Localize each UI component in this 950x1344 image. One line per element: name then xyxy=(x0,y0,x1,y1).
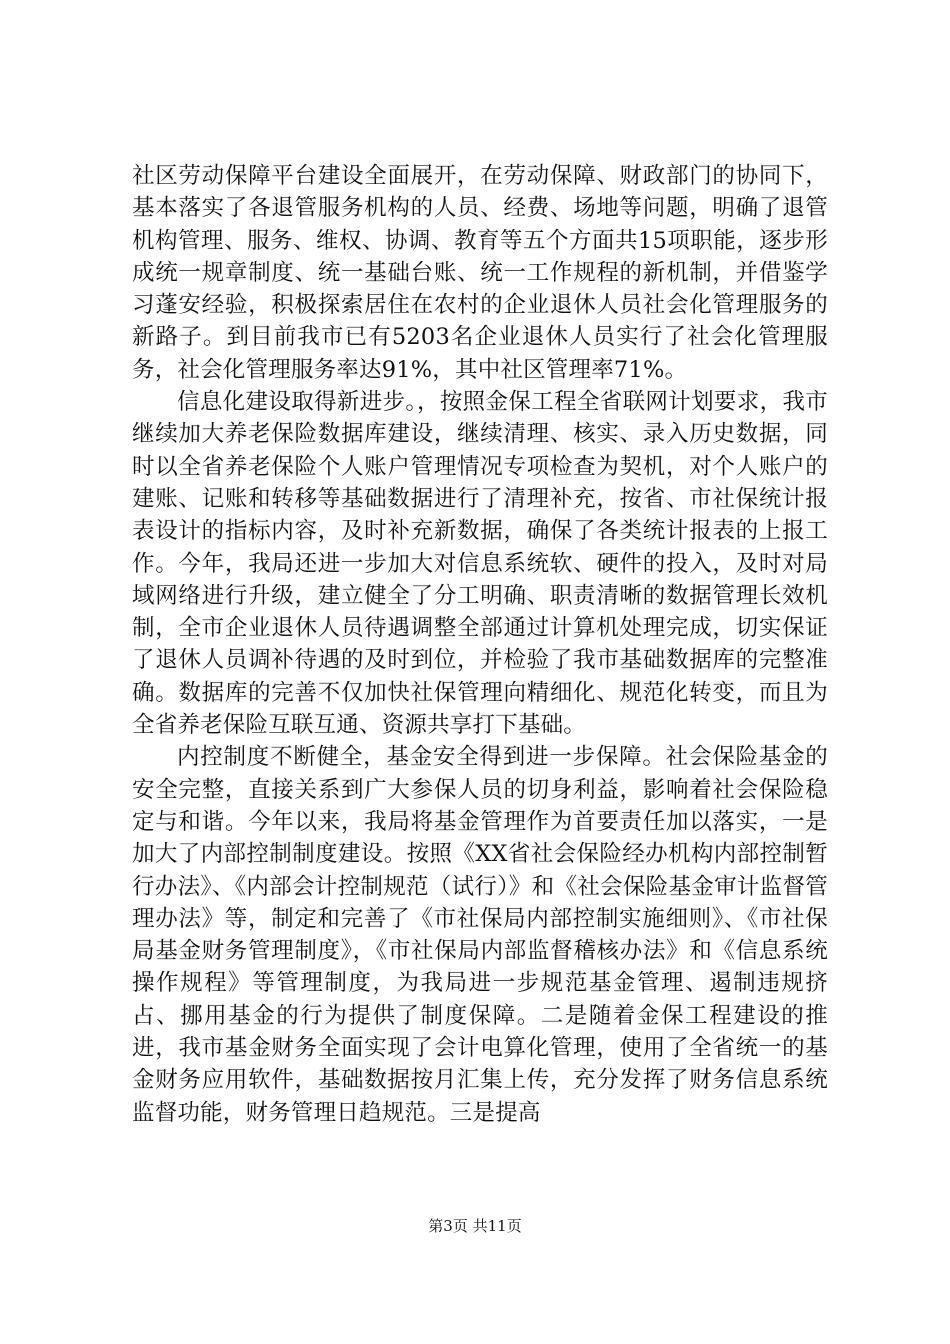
page-number-footer: 第3页 共11页 xyxy=(428,1217,522,1235)
paragraph-2: 信息化建设取得新进步。，按照金保工程全省联网计划要求，我市继续加大养老保险数据库建设，继续清理、核实、录入历史数据，同时以全省养老保险个人账户管理情况专项检查为契机，对个人账户的建账、记账和转移等基础数据进行了清理补充，按省、市社保统计报表设计的指标内容，及时补充新数据，确保了各类统计报表的上报工作。今年，我局还进一步加大对信息系统软、硬件的投入，及时对局域网络进行升级，建立健全了分工明确、职责清晰的数据管理长效机制，全市企业退休人员待遇调整全部通过计算机处理完成，切实保证了退休人员调补待遇的及时到位，并检验了我市基础数据库的完整准确。数据库的完善不仅加快社保管理向精细化、规范化转变，而且为全省养老保险互联互通、资源共享打下基础。 xyxy=(132,389,828,739)
document-body xyxy=(132,160,828,1129)
paragraph-1: 社区劳动保障平台建设全面展开，在劳动保障、财政部门的协同下，基本落实了各退管服务机构的人员、经费、场地等问题，明确了退管机构管理、服务、维权、协调、教育等五个方面共15项职能，逐步形成统一规章制度、统一基础台账、统一工作规程的新机制，并借鉴学习蓬安经验，积极探索居住在农村的企业退休人员社会化管理服务的新路子。到目前我市已有5203名企业退休人员实行了社会化管理服务，社会化管理服务率达91%，其中社区管理率71%。 xyxy=(132,163,828,383)
paragraph-3: 内控制度不断健全，基金安全得到进一步保障。社会保险基金的安全完整，直接关系到广大参保人员的切身利益，影响着社会保险稳定与和谐。今年以来，我局将基金管理作为首要责任加以落实，一是加大了内部控制制度建设。按照《XX省社会保险经办机构内部控制暂行办法》、《内部会计控制规范（试行）》和《社会保险基金审计监督管理办法》等，制定和完善了《市社保局内部控制实施细则》、《市社保局基金财务管理制度》，《市社保局内部监督稽核办法》和《信息系统操作规程》等管理制度，为我局进一步规范基金管理、遏制违规挤占、挪用基金的行为提供了制度保障。二是随着金保工程建设的推进，我市基金财务全面实现了会计电算化管理，使用了全省统一的基金财务应用软件，基础数据按月汇集上传，充分发挥了财务信息系统监督功能，财务管理日趋规范。三是提高 xyxy=(132,744,828,1126)
